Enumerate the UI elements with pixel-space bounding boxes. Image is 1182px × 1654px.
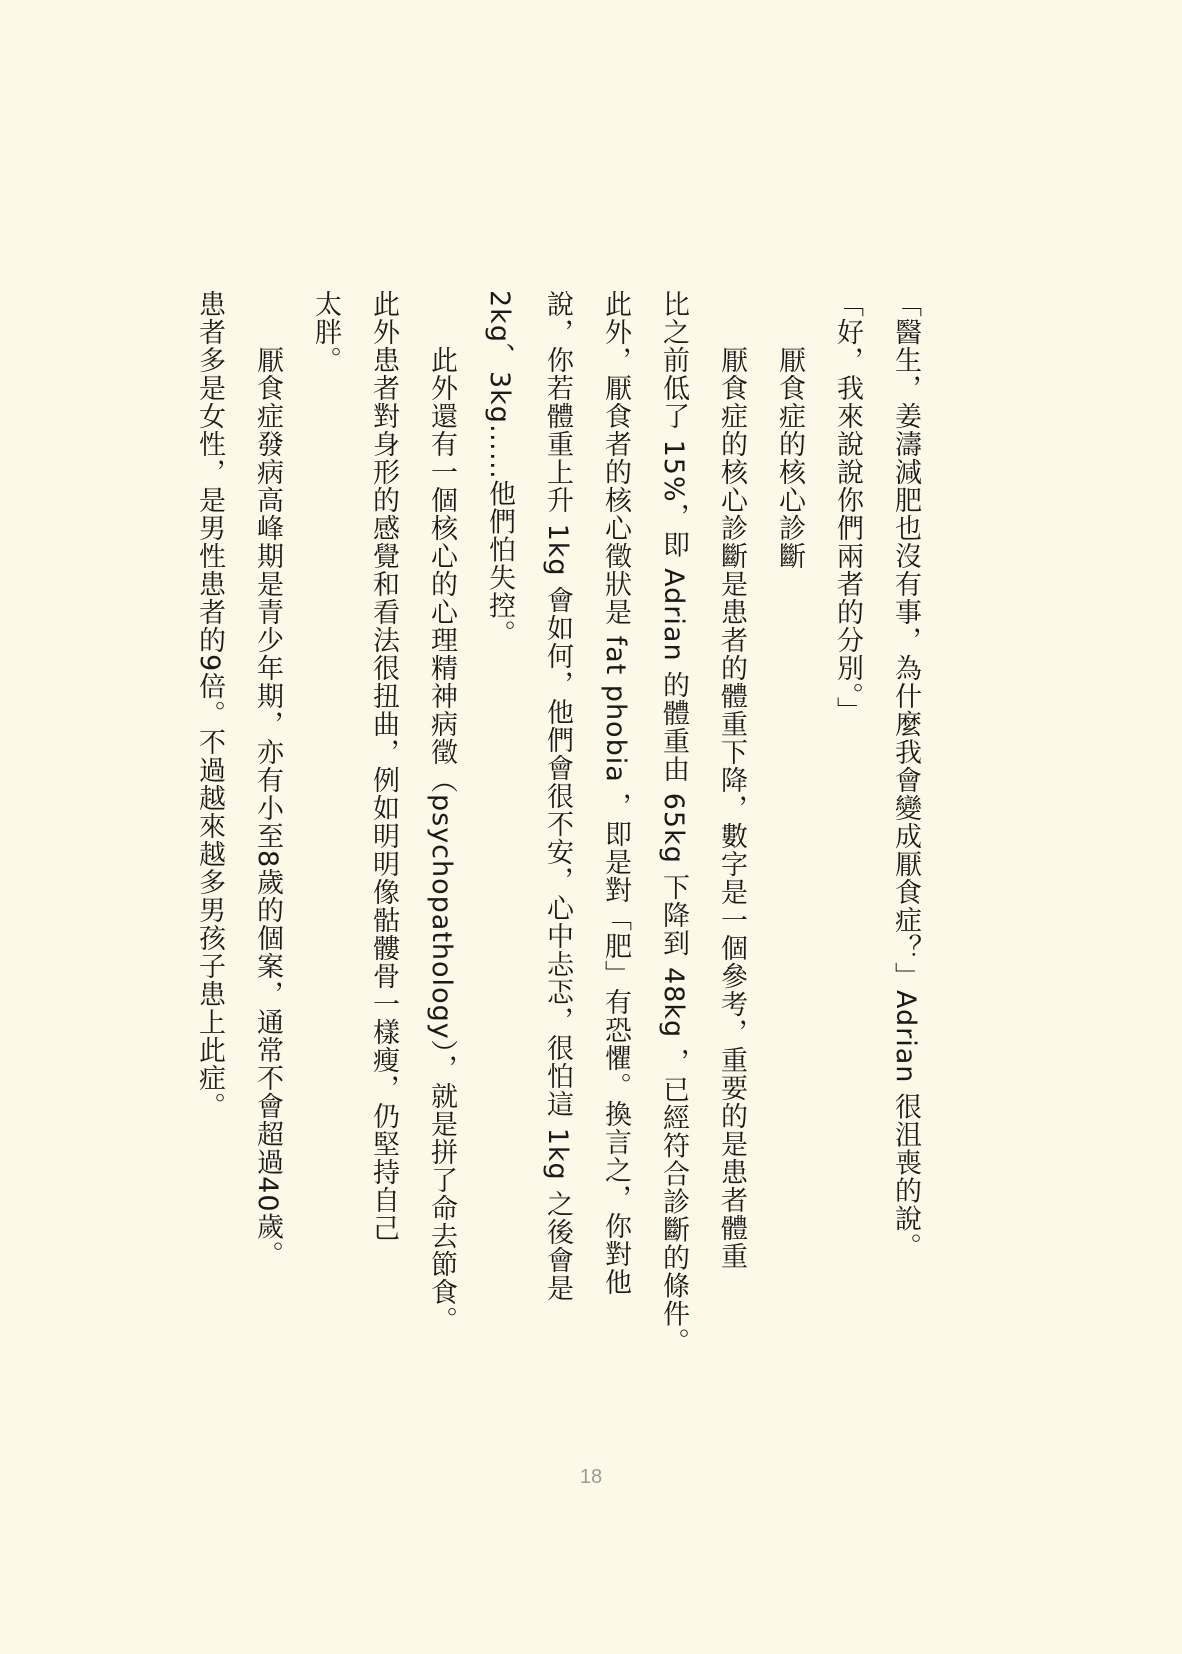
text-line: 患者多是女性，是男性患者的9倍。不過越來越多男孩子患上此症。: [194, 290, 225, 1121]
text-line: 比之前低了 15%，即 Adrian 的體重由 65kg 下降到 48kg ，已經符合診斷的條件。: [658, 290, 689, 1356]
text-line: 厭食症的核心診斷是患者的體重下降，數字是一個參考，重要的是患者體重: [716, 346, 747, 1270]
page-number: 18: [579, 1466, 603, 1488]
text-line: 說，你若體重上升 1kg 會如何，他們會很不安，心中忐忑，很怕這 1kg 之後會是: [542, 290, 573, 1303]
text-line: 2kg、3kg……他們怕失控。: [484, 290, 515, 648]
text-line: 此外，厭食者的核心徵狀是 fat phobia ，即是對「肥」有恐懼。換言之，你對他: [600, 290, 631, 1297]
section-heading: 厭食症的核心診斷: [774, 346, 805, 570]
text-line: 太胖。: [310, 290, 341, 374]
text-line: 「好，我來說說你們兩者的分別。」: [832, 290, 863, 725]
text-line: 此外還有一個核心的心理精神病徵（psychopathology），就是拼了命去節食。: [426, 346, 457, 1335]
text-line: 此外患者對身形的感覺和看法很扭曲，例如明明像骷髏骨一樣瘦，仍堅持自己: [368, 290, 399, 1242]
text-line: 「醫生，姜濤減肥也沒有事，為什麼我會變成厭食症？」Adrian 很沮喪的說。: [890, 290, 921, 1261]
vertical-text-block: [180, 290, 934, 1356]
text-line: 厭食症發病高峰期是青少年期，亦有小至8歲的個案，通常不會超過40歲。: [252, 346, 283, 1269]
